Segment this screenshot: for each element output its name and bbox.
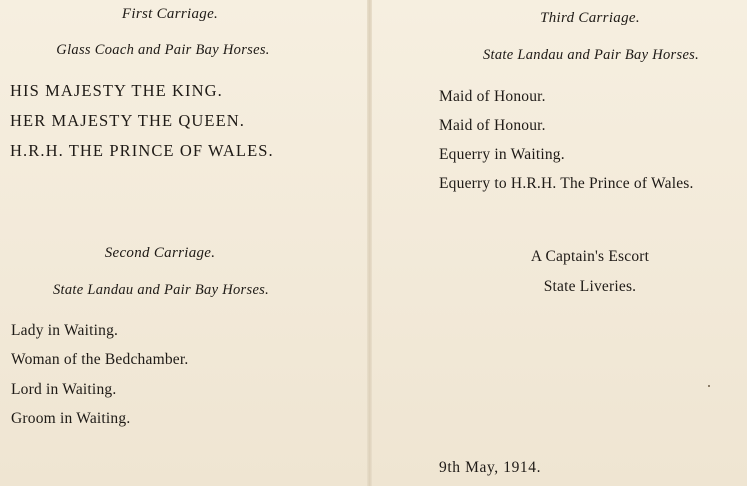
first-carriage-subheading: Glass Coach and Pair Bay Horses. <box>56 42 270 58</box>
right-page <box>372 0 747 486</box>
second-carriage-occupant: Lord in Waiting. <box>11 381 117 398</box>
second-carriage-subheading: State Landau and Pair Bay Horses. <box>52 282 270 298</box>
third-carriage-heading: Third Carriage. <box>540 10 640 26</box>
second-carriage-occupant: Lady in Waiting. <box>11 322 119 339</box>
third-carriage-occupant: Maid of Honour. <box>439 117 546 134</box>
first-carriage-heading: First Carriage. <box>121 6 219 22</box>
third-carriage-occupant: Maid of Honour. <box>439 88 546 105</box>
second-carriage-heading: Second Carriage. <box>104 245 216 261</box>
second-carriage-occupant: Woman of the Bedchamber. <box>11 351 189 368</box>
first-carriage-occupant: HER MAJESTY THE QUEEN. <box>10 111 246 130</box>
paper-speck <box>708 385 710 387</box>
first-carriage-occupant: H.R.H. THE PRINCE OF WALES. <box>10 141 274 160</box>
liveries-line: State Liveries. <box>543 278 637 295</box>
second-carriage-occupant: Groom in Waiting. <box>11 410 131 427</box>
third-carriage-subheading: State Landau and Pair Bay Horses. <box>482 47 700 63</box>
third-carriage-occupant: Equerry in Waiting. <box>439 146 565 163</box>
third-carriage-occupant: Equerry to H.R.H. The Prince of Wales. <box>439 175 694 192</box>
document-date: 9th May, 1914. <box>439 459 542 476</box>
first-carriage-occupant: HIS MAJESTY THE KING. <box>10 81 223 100</box>
escort-line: A Captain's Escort <box>530 248 650 265</box>
